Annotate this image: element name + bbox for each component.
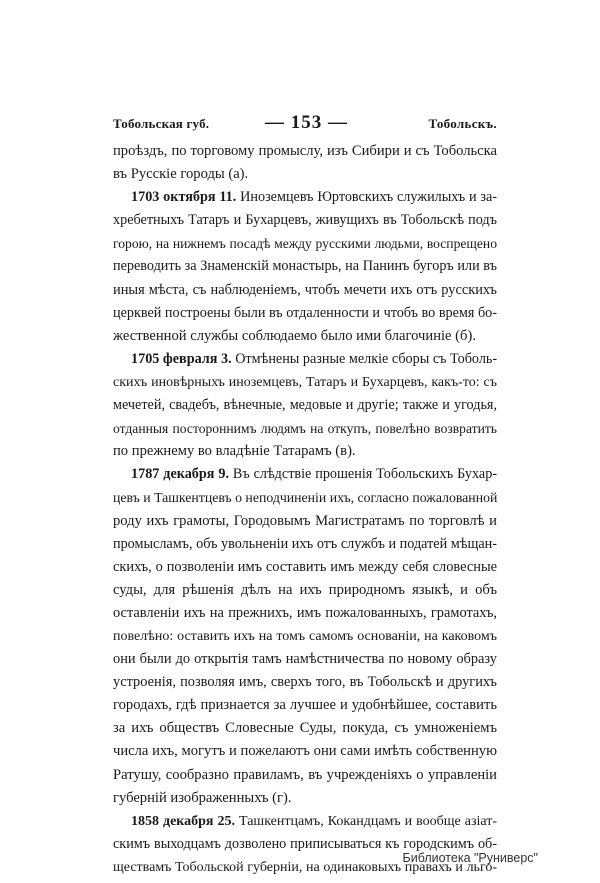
text-line: городахъ, гдѣ признается за лучшее и удобнѣйшее, составить [113,697,497,714]
text-line: церквей построены были въ отдаленности и чтобъ во время бо- [113,304,497,321]
text-line: суды, для рѣшенія дѣлъ на ихъ природномъ языкѣ, и объ [113,581,497,598]
text-line: переводить за Знаменскій монастырь, на Панинъ бугоръ или въ [113,258,497,275]
text-line: они были до открытія тамъ намѣстничества по новому образу [113,651,497,668]
text-line: Ратушу, сообразно правиламъ, въ учрежденіяхъ о управленіи [113,766,497,783]
text-line: по прежнему во владѣніе Татарамъ (в). [113,443,356,460]
text-line: отданныя постороннимъ людямъ на откупъ, повелѣно возвратить [113,421,497,437]
text-line: скихъ иновѣрныхъ иноземцевъ, Татаръ и Бухарцевъ, какъ-то: съ [113,374,497,390]
paragraph-first-line [113,186,497,209]
text-line: горою, на нижнемъ посадѣ между русскими людьми, воспрещено [113,236,497,252]
text-line: скихъ, о позволеніи имъ составить имъ между себя словесные [113,558,497,575]
text-line: за ихъ обществъ Словесные Суды, покуда, съ умноженіемъ [113,720,497,737]
text-line: хребетныхъ Татаръ и Бухарцевъ, живущихъ въ Тобольскѣ подъ [113,212,497,229]
text-line: устроенія, позволяя имъ, сверхъ того, въ Тобольскѣ и другихъ [113,674,497,691]
text-line: мечетей, свадебъ, вѣнечные, медовые и другіе; также и угодья, [113,397,497,414]
text-line: жественной службы соблюдаемо было ими благочиніе (б). [113,327,476,344]
page-number: — 153 — [265,112,348,133]
text-line: оставленіи ихъ на прежнихъ, имъ пожалованныхъ, грамотахъ, [113,604,497,621]
text-line: промысламъ, объ увольненіи ихъ отъ службъ и податей мѣщан- [113,535,497,552]
running-head [113,112,497,136]
library-watermark: Библиотека "Руниверс" [402,851,538,865]
text-line: цевъ и Ташкентцевъ о неподчиненіи ихъ, согласно пожалованной [113,490,498,506]
entry-date: 1703 октября 11. [131,189,237,206]
paragraph-first-line [113,463,497,486]
paragraph-first-line [113,348,497,371]
paragraph-first-line [113,810,497,833]
text-line: повелѣно: оставить ихъ на томъ самомъ основаніи, на каковомъ [113,628,497,644]
text-line: губерній изображенныхъ (г). [113,789,292,806]
text-fragment: Въ слѣдствіе прошенія Тобольскихъ Бухар- [232,466,498,483]
entry-date: 1705 февраля 3. [131,350,232,367]
text-line: ществамъ Тобольской губерніи, на одинаковыхъ правахъ и льго- [113,859,497,875]
running-head-right: Тобольскъ. [428,116,497,131]
running-head-left: Тобольская губ. [113,116,210,131]
text-line: числа ихъ, могутъ и пожелаютъ они сами имѣть собственную [113,743,497,760]
text-line: роду ихъ грамоты, Городовымъ Магистратамъ по торговлѣ и [113,512,497,529]
entry-date: 1858 декабря 25. [131,813,235,829]
text-line: проѣздъ, по торговому промыслу, изъ Сибири и съ Тобольска [113,143,497,159]
text-line: въ Русскіе городы (а). [113,166,249,183]
text-line: иныя мѣста, съ наблюденіемъ, чтобъ мечети ихъ отъ русскихъ [113,281,497,298]
text-fragment: Отмѣнены разные мелкіе сборы съ Тоболь- [235,350,498,367]
text-fragment: Ташкентцамъ, Кокандцамъ и вообще азіат- [239,813,497,829]
text-fragment: Иноземцевъ Юртовскихъ служилыхъ и за- [240,189,498,206]
entry-date: 1787 декабря 9. [131,466,229,483]
text-line: скимъ выходцамъ дозволено приписываться къ городскимъ об- [113,835,497,852]
body-text [113,140,497,879]
